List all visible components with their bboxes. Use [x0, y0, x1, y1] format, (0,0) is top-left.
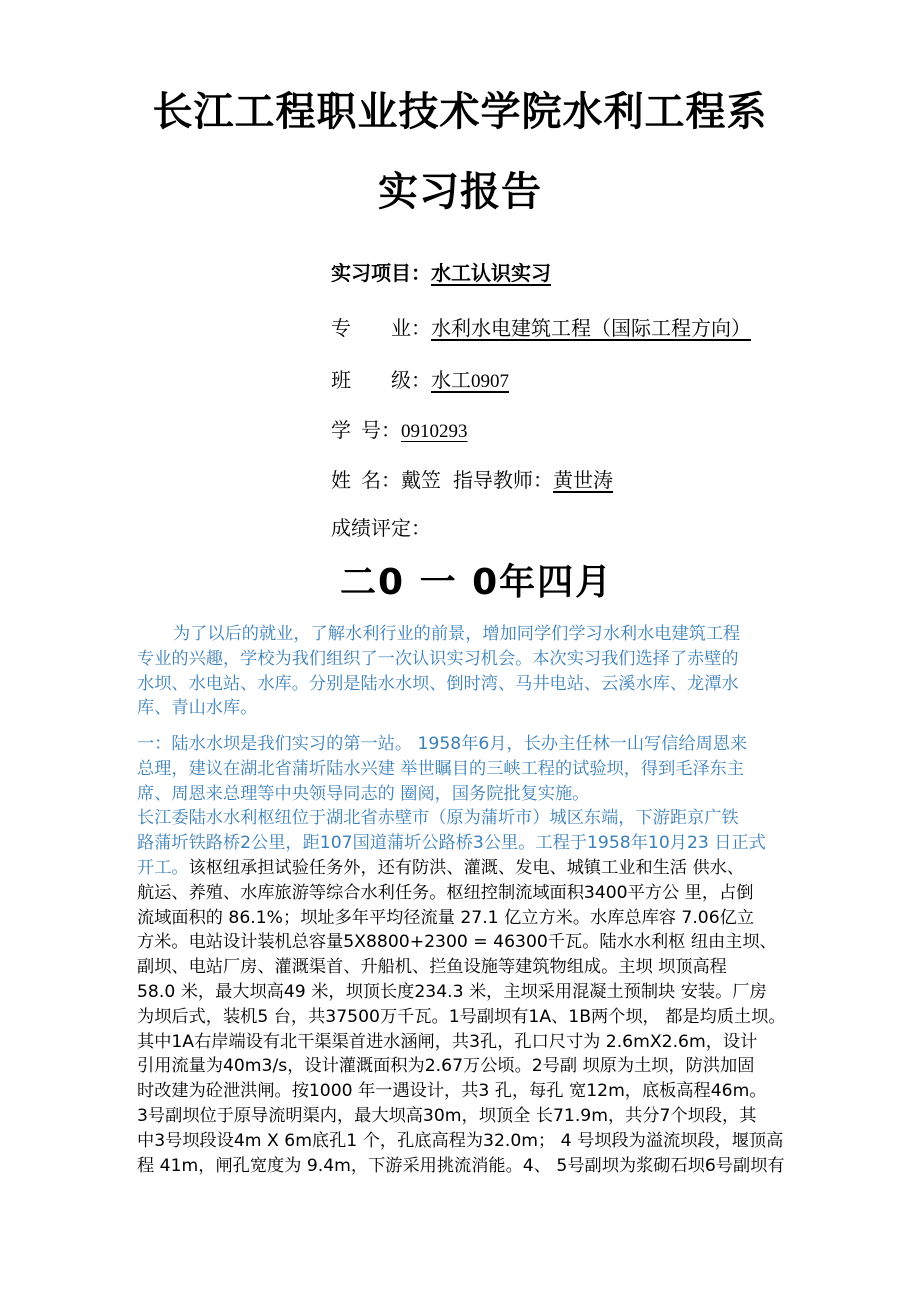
text-line: 引用流量为40m3/s，设计灌溉面积为2.67万公顷。2号副 坝原为土坝，防洪加固 [137, 1056, 755, 1077]
field-student-id-label [331, 416, 401, 444]
field-major [331, 314, 751, 342]
text-line: 水坝、水电站、水库。分别是陆水水坝、倒时湾、马井电站、云溪水库、龙潭水 [137, 673, 739, 694]
field-grade [331, 514, 431, 542]
text-line: 副坝、电站厂房、灌溉渠首、升船机、拦鱼设施等建筑物组成。主坝 坝顶高程 [137, 957, 727, 978]
text-line: 席、周恩来总理等中央领导同志的 圈阅，国务院批复实施。 [137, 783, 590, 804]
report-title-school: 长江工程职业技术学院水利工程系 [152, 89, 768, 135]
text-segment: 开工。 [137, 857, 189, 878]
field-class [331, 366, 509, 396]
text-segment: 该枢纽承担试验任务外，还有防洪、灌溉、发电、城镇工业和生活 供水、 [188, 857, 745, 878]
text-line: 为坝后式，装机5 台，共37500万千瓦。1号副坝有1A、1B两个坝， 都是均质土坝。 [137, 1006, 786, 1027]
field-class-value-cn: 水工 [431, 368, 471, 392]
text-line: 3号副坝位于原导流明渠内，最大坝高30m，坝顶全 长71.9m，共分7个坝段，其 [137, 1105, 757, 1126]
report-date: 二0 一 0年四月 [340, 562, 614, 603]
field-teacher-label: 指导教师： [453, 468, 553, 492]
field-class-label-b: 级： [391, 368, 431, 392]
field-student-id-label-b: 号： [361, 418, 401, 442]
field-class-label-a: 班 [331, 368, 351, 392]
text-line: 总理，建议在湖北省蒲圻陆水兴建 举世瞩目的三峡工程的试验坝，得到毛泽东主 [137, 758, 745, 779]
text-line: 58.0 米，最大坝高49 米，坝顶长度234.3 米，主坝采用混凝土预制块 安装。厂房 [137, 981, 767, 1002]
text-line: 时改建为砼泄洪闸。按1000 年一遇设计，共3 孔，每孔 宽12m，底板高程46m。 [137, 1081, 767, 1102]
field-name [331, 466, 613, 494]
field-project-value: 水工认识实习 [431, 261, 551, 285]
field-project [331, 259, 551, 287]
section-luishui-dam [137, 732, 797, 1178]
text-line: 程 41m，闸孔宽度为 9.4m，下游采用挑流消能。4、 5号副坝为浆砌石坝6号副坝有 [137, 1155, 785, 1176]
field-grade-label: 成绩评定： [331, 516, 431, 540]
field-major-value: 水利水电建筑工程（国际工程方向） [431, 316, 751, 340]
field-major-label-b: 业： [391, 316, 431, 340]
text-line: 长江委陆水水利枢纽位于湖北省赤壁市（原为蒲圻市）城区东端，下游距京广铁 [137, 808, 739, 829]
text-line: 专业的兴趣，学校为我们组织了一次认识实习机会。本次实习我们选择了赤壁的 [137, 648, 739, 669]
text-line: 库、青山水库。 [137, 698, 258, 719]
text-line: 中3号坝段设4m X 6m底孔1 个，孔底高程为32.0m； 4 号坝段为溢流坝段，堰顶高 [137, 1130, 784, 1151]
intro-paragraph [137, 622, 797, 721]
field-project-label: 实习项目： [331, 261, 431, 285]
field-name-label-a: 姓 [331, 468, 351, 492]
field-class-value [431, 368, 509, 392]
text-line: 其中1A右岸端设有北干渠渠首进水涵闸，共3孔，孔口尺寸为 2.6mX2.6m，设计 [137, 1031, 758, 1052]
field-name-label-b: 名： [361, 468, 401, 492]
field-student-id-label-a: 学 [331, 418, 351, 442]
field-class-value-num: 0907 [471, 371, 509, 392]
text-line: 流域面积的 86.1%；坝址多年平均径流量 27.1 亿立方米。水库总库容 7.06亿立 [137, 907, 755, 928]
text-line: 航运、养殖、水库旅游等综合水利任务。枢纽控制流域面积3400平方公 里，占倒 [137, 882, 754, 903]
text-line: 方米。电站设计装机总容量5X8800+2300 = 46300千瓦。陆水水利枢 纽由主坝、 [137, 932, 777, 953]
field-teacher-value: 黄世涛 [553, 468, 613, 492]
field-name-label [331, 466, 401, 494]
field-class-label [331, 366, 431, 394]
field-major-label-a: 专 [331, 316, 351, 340]
field-name-value: 戴笠 [401, 468, 441, 492]
text-line-mixed [137, 856, 797, 881]
field-major-label [331, 314, 431, 342]
field-student-id [331, 416, 468, 446]
report-title: 实习报告 [378, 169, 542, 215]
field-student-id-value: 0910293 [401, 421, 468, 442]
text-line: 一：陆水水坝是我们实习的第一站。 1958年6月，长办主任林一山写信给周恩来 [137, 734, 748, 754]
text-line: 路蒲圻铁路桥2公里，距107国道蒲圻公路桥3公里。工程于1958年10月23 日正式 [137, 833, 766, 854]
text-line: 为了以后的就业，了解水利行业的前景，增加同学们学习水利水电建筑工程 [173, 624, 741, 644]
